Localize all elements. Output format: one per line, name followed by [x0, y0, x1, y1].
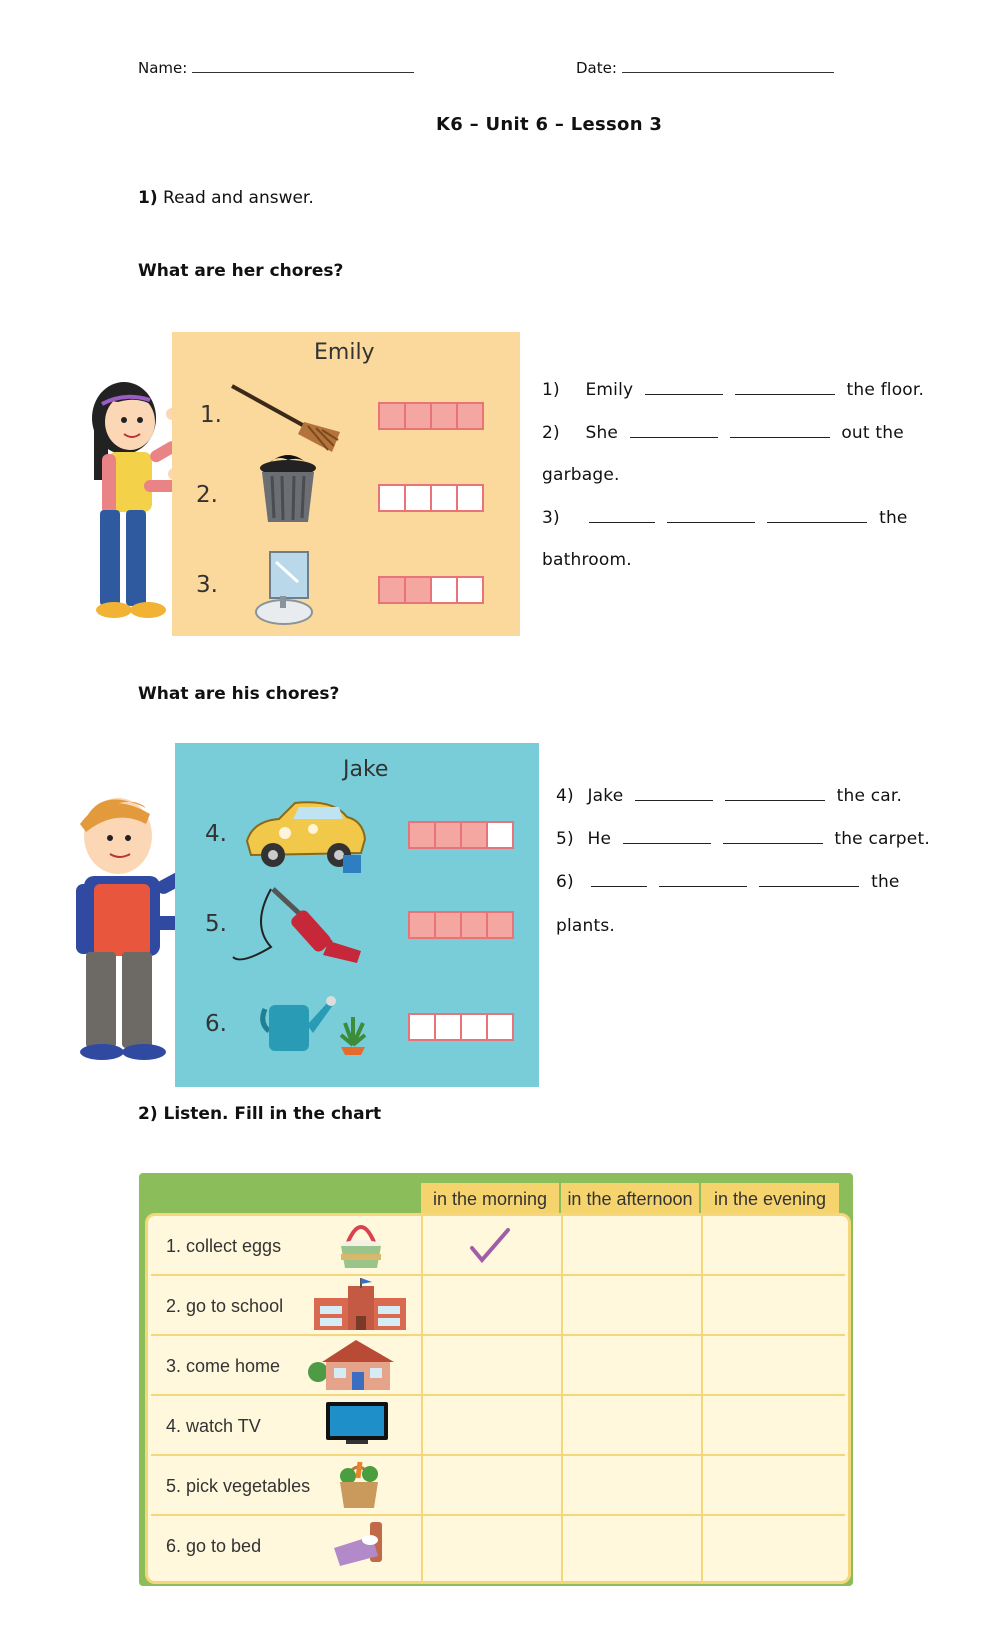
his-chores-question: What are his chores? [138, 684, 340, 704]
jake-panel-title: Jake [343, 757, 389, 782]
answer-blank[interactable] [591, 885, 647, 887]
jake-item-number: 4. [205, 821, 227, 847]
jake-sentence-6: 6) the [556, 872, 900, 892]
answer-blank[interactable] [725, 799, 825, 801]
name-label: Name: [138, 59, 188, 77]
answer-blank[interactable] [730, 436, 830, 438]
answer-blank[interactable] [659, 885, 747, 887]
chart-row-label: 5. pick vegetables [166, 1476, 311, 1496]
emily-sentence-3-cont: bathroom. [542, 550, 632, 570]
garbage-can-icon [256, 446, 320, 526]
page-title: K6 – Unit 6 – Lesson 3 [436, 114, 663, 135]
emily-letter-boxes-3[interactable] [378, 576, 484, 604]
jake-panel [175, 743, 539, 1087]
bed-icon [330, 1518, 386, 1570]
emily-sentence-3: 3) the [542, 508, 908, 528]
name-line[interactable] [192, 58, 414, 73]
sink-icon [252, 548, 322, 630]
emily-sentence-2-cont: garbage. [542, 465, 620, 485]
chart-row-label: 6. go to bed [166, 1536, 262, 1556]
jake-letter-boxes-6[interactable] [408, 1013, 514, 1041]
jake-sentence-4: 4) Jake the car. [556, 786, 903, 806]
date-label: Date: [576, 59, 617, 77]
emily-panel-title: Emily [314, 340, 375, 365]
col-header-morning: in the morning [421, 1183, 559, 1215]
jake-letter-boxes-4[interactable] [408, 821, 514, 849]
answer-blank[interactable] [767, 521, 867, 523]
emily-letter-boxes-2[interactable] [378, 484, 484, 512]
listening-chart [139, 1173, 853, 1586]
answer-blank[interactable] [623, 842, 711, 844]
check-mark-icon [468, 1226, 512, 1266]
emily-panel [172, 332, 520, 636]
jake-letter-boxes-5[interactable] [408, 911, 514, 939]
jake-item-number: 5. [205, 911, 227, 937]
emily-item-number: 3. [196, 572, 218, 598]
car-wash-icon [243, 799, 369, 873]
chart-row-label: 4. watch TV [166, 1416, 261, 1436]
emily-sentence-2: 2) She out the [542, 423, 904, 443]
answer-blank[interactable] [589, 521, 655, 523]
date-line[interactable] [622, 58, 834, 73]
section2-heading: 2) Listen. Fill in the chart [138, 1104, 382, 1124]
emily-item-number: 1. [200, 402, 222, 428]
answer-blank[interactable] [635, 799, 713, 801]
answer-blank[interactable] [759, 885, 859, 887]
answer-blank[interactable] [667, 521, 755, 523]
vacuum-cleaner-icon [231, 885, 367, 969]
chart-row-label: 3. come home [166, 1356, 281, 1376]
broom-icon [228, 382, 343, 452]
col-header-afternoon: in the afternoon [561, 1183, 699, 1215]
answer-blank[interactable] [645, 393, 723, 395]
section1-number: 1) [138, 188, 158, 208]
school-icon [312, 1278, 408, 1332]
vegetable-basket-icon [332, 1456, 386, 1512]
col-header-evening: in the evening [701, 1183, 839, 1215]
answer-blank[interactable] [723, 842, 823, 844]
name-field[interactable] [138, 58, 414, 77]
tv-icon [324, 1400, 390, 1448]
jake-item-number: 6. [205, 1011, 227, 1037]
chart-row-label: 1. collect eggs [166, 1236, 282, 1256]
emily-sentence-1: 1) Emily the floor. [542, 380, 925, 400]
her-chores-question: What are her chores? [138, 261, 344, 281]
egg-basket-icon [336, 1216, 386, 1272]
answer-blank[interactable] [630, 436, 718, 438]
emily-item-number: 2. [196, 482, 218, 508]
answer-blank[interactable] [735, 393, 835, 395]
jake-sentence-5: 5) He the carpet. [556, 829, 930, 849]
emily-letter-boxes-1[interactable] [378, 402, 484, 430]
chart-row-label: 2. go to school [166, 1296, 284, 1316]
jake-sentence-6-cont: plants. [556, 916, 616, 936]
chart-grid [145, 1213, 851, 1584]
section1-heading [138, 188, 314, 208]
house-icon [308, 1336, 404, 1392]
section1-instruction: Read and answer. [163, 188, 314, 208]
date-field[interactable] [576, 58, 834, 77]
watering-can-icon [255, 991, 367, 1055]
